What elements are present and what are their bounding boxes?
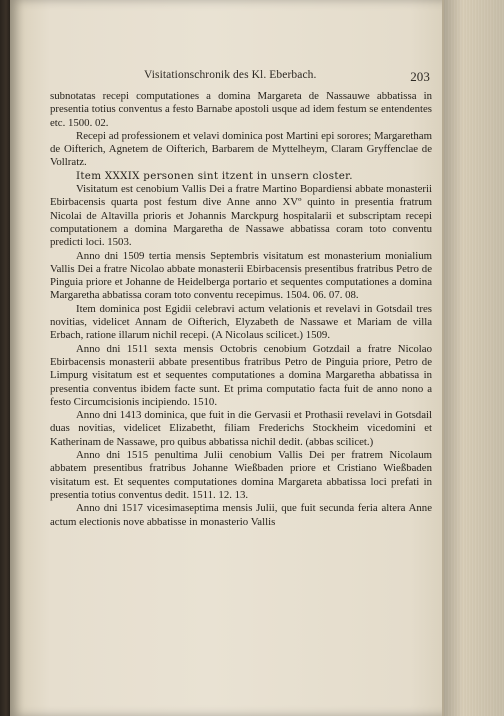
page-number: 203 xyxy=(410,69,430,84)
paragraph: Recepi ad professionem et velavi dominica post Martini epi sorores; Margaretham de Oifterich, Agnetem de Oifterich, Barbarem de Myttelheym, Claram Gryffenclae de Vollratz. xyxy=(50,129,432,169)
paragraph: Anno dni 1509 tertia mensis Septembris visitatum est monasterium monialium Vallis Dei a fratre Nicolao abbate monasterii Ebirbacensis presentibus fratribus Petro de Pinguia priore et Johanne de Heidelberga portario et sequentes computationes a domina Margaretha abbatissa coram toto conventu recepimus. 1504. 06. 07. 08. xyxy=(50,249,432,302)
paragraph: Anno dni 1515 penultima Julii cenobium Vallis Dei per fratrem Nicolaum abbatem presentibus fratribus Johanne Wießbaden priore et Cristiano Wießbaden visitatum est. Et sequentes computationes domina Margareta abbatissa loci prefati in presentia totius conventus dedit. 1511. 12. 13. xyxy=(50,449,432,501)
paragraph-fraktur-note: Item XXXIX personen sint itzent in unsern closter. xyxy=(76,169,353,182)
body-text xyxy=(50,90,432,529)
running-title: Visitationschronik des Kl. Eberbach. xyxy=(144,69,317,81)
paragraph: Visitatum est cenobium Vallis Dei a fratre Martino Bopardiensi abbate monasterii Ebirbacensis quarta post festum dive Anne anno XVº quinto in presentia fratrum Nicolai de Altavilla prioris et Johannis Marckpurg hospitalarii et subscriptam recepi computationem a domina Margaretha de Nassawe abbatissa coram toto conventu predicti loci. 1503. xyxy=(50,183,432,249)
paragraph: Anno dni 1517 vicesimaseptima mensis Julii, que fuit secunda feria altera Anne actum electionis nove abbatisse in monasterio Vallis xyxy=(50,502,432,528)
paragraph: Anno dni 1413 dominica, que fuit in die Gervasii et Prothasii revelavi in Gotsdail duas novitias, videlicet Elizabetht, filiam Frederichs Stockheim vicedomini et Katherinam de Nassawe, pro quibus abbatissa nichil dedit. (abbas scilicet.) xyxy=(50,409,432,448)
paragraph: Anno dni 1511 sexta mensis Octobris cenobium Gotzdail a fratre Nicolao Ebirbacensis monasterii abbate presentibus fratribus Petro de Pinguia priore, Petro de Limpurg visitatum est et sequentes computationes a domina Margaretha abbatissa in presentia conventus ibidem facte sunt. Et prima computatio facta fuit de anno nono a festo Circumcisionis incipiendo. 1510. xyxy=(50,342,432,408)
page-edges xyxy=(442,0,504,716)
paragraph: subnotatas recepi computationes a domina Margareta de Nassauwe abbatissa in presentia totius conventus a festo Barnabe apostoli usque ad idem festum se entendentes etc. 1500. 02. xyxy=(50,90,432,129)
paragraph: Item dominica post Egidii celebravi actum velationis et revelavi in Gotsdail tres novitias, videlicet Annam de Oifterich, Elyzabeth de Nassawe et Mariam de villa Erbach, ratione illarum nichil recepi. (A Nicolaus scilicet.) 1509. xyxy=(50,302,432,342)
book-page xyxy=(10,0,450,716)
